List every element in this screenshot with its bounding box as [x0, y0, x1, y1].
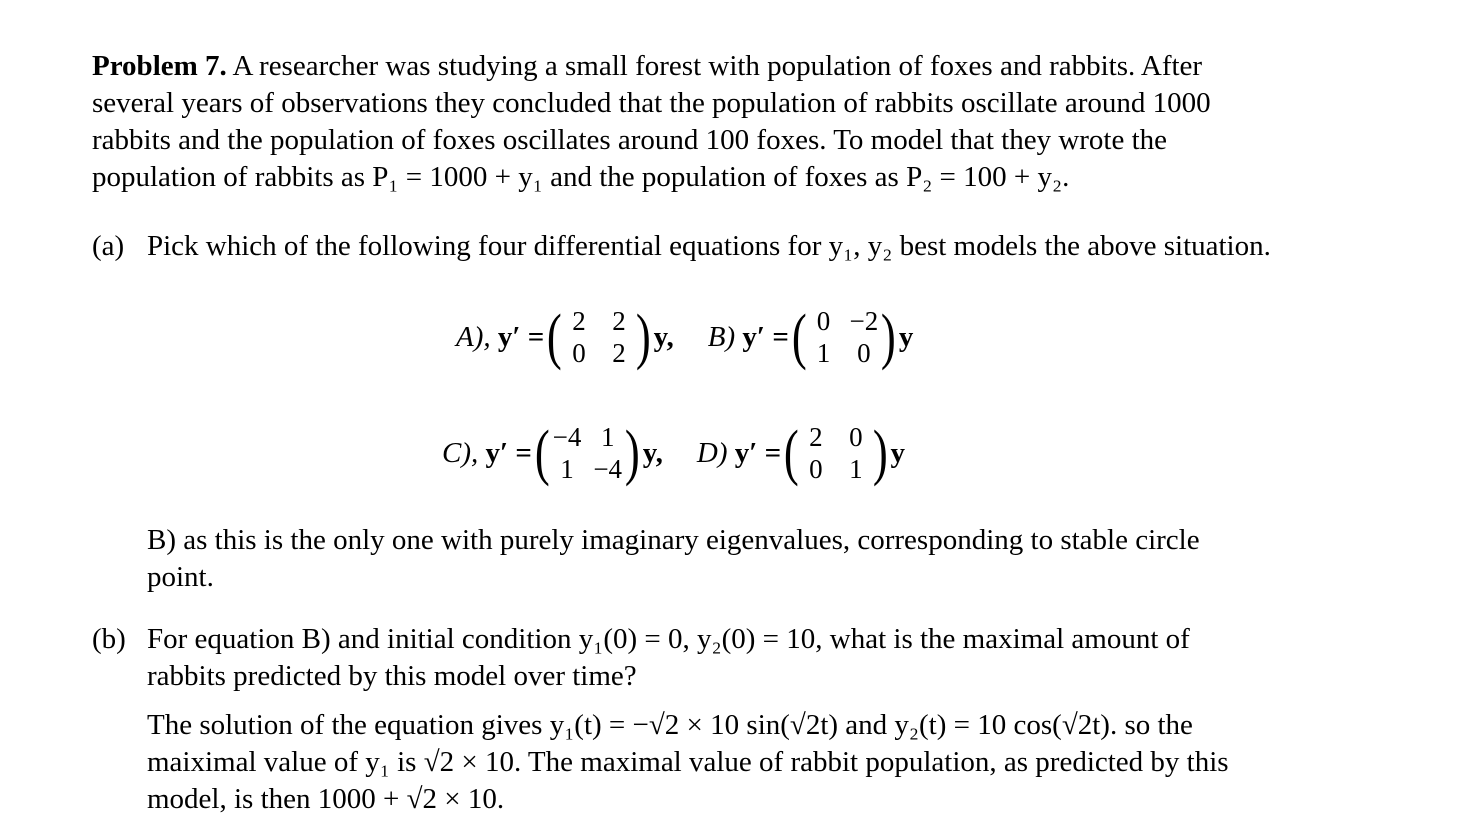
option-d-eq: y′ =: [734, 436, 782, 469]
problem-line-2: several years of observations they concluded that the population of rabbits oscillate around 1000: [92, 87, 1211, 119]
matrix-cell: 0: [857, 338, 871, 368]
matrix-d: [802, 422, 870, 484]
left-paren: (: [784, 419, 799, 487]
matrix-cell: 0: [849, 422, 863, 452]
right-paren: ): [881, 303, 896, 371]
matrix-cell: 1: [849, 454, 863, 484]
problem-line-1: [92, 48, 1360, 85]
matrix-cell: 1: [816, 338, 831, 368]
part-a-answer-text: [147, 522, 1360, 596]
problem-line-1-text: A researcher was studying a small forest with population of foxes and rabbits. After: [232, 50, 1203, 82]
part-a-label: (a): [92, 230, 125, 262]
left-paren: (: [534, 419, 550, 487]
matrix-cell: 2: [572, 306, 586, 336]
matrix-cell: 2: [612, 306, 626, 336]
problem-statement: [92, 48, 1360, 196]
option-b-letter: B): [707, 320, 736, 353]
option-c-tail: y,: [642, 436, 663, 469]
part-b-label: (b): [92, 623, 126, 655]
problem-label: Problem 7.: [92, 50, 227, 82]
option-a-eq: y′ =: [497, 320, 545, 353]
option-a-tail: y,: [653, 320, 674, 353]
matrix-cell: 2: [612, 338, 626, 368]
answer-line-2: point.: [147, 561, 214, 593]
solution-line-1: The solution of the equation gives y₁(t) = −√2 × 10 sin(√2t) and y₂(t) = 10 cos(√2t). so the: [147, 709, 1193, 741]
matrix-cell: 0: [816, 306, 831, 336]
right-paren: ): [624, 419, 640, 487]
equation-row-1: [456, 303, 914, 371]
question-line-2: rabbits predicted by this model over time?: [147, 660, 637, 692]
part-b-question: [147, 621, 1360, 695]
right-paren: ): [872, 419, 888, 487]
right-paren: ): [635, 303, 651, 371]
problem-line-3: rabbits and the population of foxes oscillates around 100 foxes. To model that they wrote the: [92, 124, 1168, 156]
matrix-b: [810, 306, 879, 368]
matrix-cell: 1: [600, 422, 615, 452]
option-a-letter: A),: [456, 320, 491, 353]
option-d-tail: y: [890, 436, 905, 469]
answer-line-1: B) as this is the only one with purely imaginary eigenvalues, corresponding to stable circle: [147, 524, 1200, 556]
option-c-letter: C),: [442, 436, 479, 469]
option-d-letter: D): [696, 436, 728, 469]
matrix-c: [553, 422, 622, 484]
part-a-question: Pick which of the following four differential equations for y₁, y₂ best models the above situation.: [147, 230, 1271, 262]
left-paren: (: [791, 303, 807, 371]
problem-line-4: population of rabbits as P₁ = 1000 + y₁ and the population of foxes as P₂ = 100 + y₂.: [92, 161, 1070, 193]
equation-row-2: [442, 419, 905, 487]
question-line-1: For equation B) and initial condition y₁(0) = 0, y₂(0) = 10, what is the maximal amount of: [147, 623, 1190, 655]
left-paren: (: [547, 303, 563, 371]
matrix-cell: 2: [809, 422, 823, 452]
matrix-cell: 0: [572, 338, 586, 368]
matrix-a: [565, 306, 633, 368]
matrix-cell: 0: [809, 454, 823, 484]
matrix-cell: −4: [593, 454, 623, 484]
solution-line-2: maiximal value of y₁ is √2 × 10. The maximal value of rabbit population, as predicted by this: [147, 746, 1229, 778]
option-b-eq: y′ =: [742, 320, 789, 353]
solution-line-3: model, is then 1000 + √2 × 10.: [147, 783, 505, 815]
option-b-tail: y: [898, 320, 914, 353]
matrix-cell: 1: [560, 454, 574, 484]
option-c-eq: y′ =: [485, 436, 532, 469]
matrix-cell: −4: [552, 422, 582, 452]
matrix-cell: −2: [849, 306, 879, 336]
part-b-solution: [147, 707, 1360, 818]
